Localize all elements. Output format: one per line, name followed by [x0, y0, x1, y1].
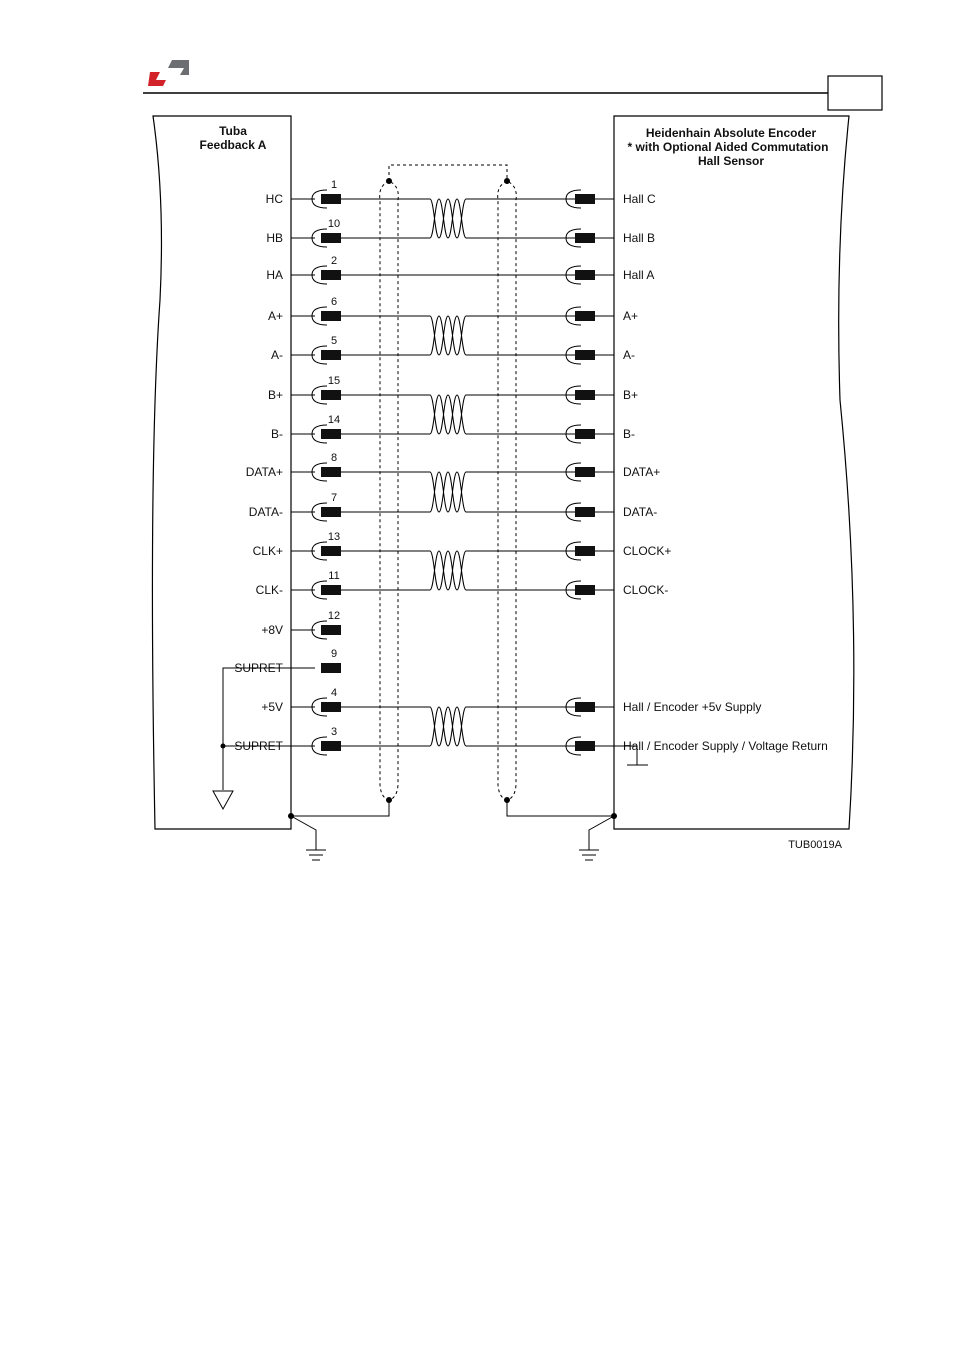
twisted-pair	[430, 395, 466, 434]
right-pin-label: Hall / Encoder +5v Supply	[623, 700, 762, 714]
pin-contact	[575, 429, 595, 439]
twist-strand	[430, 707, 466, 746]
left-pin-label: DATA-	[248, 505, 283, 519]
right-pin-label: Hall C	[623, 192, 656, 206]
twist-strand	[430, 472, 466, 512]
left-pin-row	[234, 648, 341, 675]
left-pin-row	[266, 255, 341, 284]
twisted-pair	[430, 472, 466, 512]
right-pin-label: B-	[623, 427, 635, 441]
twist-strand	[430, 551, 466, 590]
company-logo	[148, 60, 189, 86]
right-pin-label: A+	[623, 309, 639, 323]
left-pin-label: HC	[265, 192, 283, 206]
pin-number: 1	[330, 179, 338, 191]
pin-contact	[321, 546, 341, 556]
pin-contact	[575, 507, 595, 517]
twist-strand	[430, 316, 466, 355]
right-pin-row	[566, 425, 635, 443]
pin-number: 5	[330, 335, 338, 347]
left-pin-row	[261, 687, 341, 716]
right-pin-row	[566, 698, 761, 716]
pin-number: 3	[330, 726, 338, 738]
twist-strand	[430, 472, 466, 512]
right-pin-row	[566, 503, 657, 521]
right-box-title-2: * with Optional Aided Commutation	[627, 140, 829, 154]
page-number-box	[828, 76, 882, 110]
right-pin-label: Hall A	[623, 268, 655, 282]
left-pin-label: B+	[267, 388, 283, 402]
twist-strand	[430, 395, 466, 434]
pin-contact	[321, 625, 341, 635]
left-pin-row	[246, 452, 341, 481]
left-pin-label: A+	[267, 309, 283, 323]
right-box-title-1: Heidenhain Absolute Encoder	[645, 126, 817, 140]
twisted-pair	[430, 707, 466, 746]
pin-contact	[321, 350, 341, 360]
ground-symbol-left	[306, 850, 326, 860]
right-box-title-3: Hall Sensor	[697, 154, 765, 168]
pin-contact	[575, 702, 595, 712]
twisted-pair	[430, 551, 466, 590]
pin-contact	[321, 429, 341, 439]
ground-symbol-right	[579, 850, 599, 860]
pin-contact	[575, 467, 595, 477]
twist-strand	[430, 395, 466, 434]
pin-number: 7	[330, 492, 338, 504]
pin-contact	[321, 390, 341, 400]
left-pin-label: SUPRET	[234, 661, 283, 675]
left-pin-label: +8V	[261, 623, 283, 637]
right-pin-label: A-	[623, 348, 635, 362]
left-pin-label: DATA+	[245, 465, 283, 479]
drawing-code: TUB0019A	[788, 839, 842, 851]
right-pin-label: CLOCK-	[623, 583, 669, 597]
left-pin-label: CLK+	[252, 544, 283, 558]
pin-contact	[321, 702, 341, 712]
right-pin-row	[566, 229, 655, 247]
left-box-title-1: Tuba	[219, 124, 247, 138]
right-pin-label: DATA-	[623, 505, 658, 519]
left-pin-row	[271, 335, 341, 364]
right-pin-row	[566, 542, 671, 560]
left-pin-label: HA	[266, 268, 283, 282]
pin-number: 8	[330, 452, 338, 464]
twist-strand	[430, 316, 466, 355]
right-pin-label: B+	[623, 388, 639, 402]
twist-strand	[430, 551, 466, 590]
pin-contact	[321, 585, 341, 595]
left-pin-label: B-	[271, 427, 283, 441]
right-pin-row	[566, 737, 828, 755]
chassis-ground-wire-left	[291, 816, 316, 850]
left-pin-row	[234, 726, 341, 755]
pin-number: 13	[327, 531, 341, 543]
pin-contact	[321, 233, 341, 243]
pin-number: 6	[330, 296, 338, 308]
pin-contact	[575, 741, 595, 751]
left-pin-label: A-	[271, 348, 283, 362]
left-pin-row	[266, 218, 341, 247]
pin-number: 10	[327, 218, 341, 230]
pin-contact	[321, 663, 341, 673]
right-pin-row	[566, 463, 660, 481]
pin-contact	[321, 270, 341, 280]
pin-number: 14	[327, 414, 341, 426]
pin-contact	[321, 507, 341, 517]
supret-ground-wire	[223, 668, 291, 790]
left-pin-label: HB	[266, 231, 283, 245]
left-pin-row	[271, 414, 341, 443]
shield-node	[504, 178, 510, 184]
right-pin-row	[566, 581, 668, 599]
right-pin-row	[566, 266, 654, 284]
pin-contact	[575, 350, 595, 360]
left-pin-row	[249, 492, 341, 521]
right-pin-row	[566, 307, 638, 325]
right-pin-row	[566, 346, 635, 364]
cable-shield	[389, 165, 507, 181]
twisted-pair	[430, 199, 466, 238]
pin-number: 11	[328, 570, 340, 582]
pin-number: 2	[330, 255, 338, 267]
right-pin-label: Hall B	[623, 231, 656, 245]
twisted-pair	[430, 316, 466, 355]
left-pin-row	[266, 179, 341, 208]
left-pin-row	[256, 570, 341, 599]
pin-number: 9	[330, 648, 338, 660]
pin-contact	[575, 585, 595, 595]
shield-node	[386, 178, 392, 184]
pin-contact	[575, 194, 595, 204]
pin-contact	[321, 467, 341, 477]
right-pin-label: Hall / Encoder Supply / Voltage Return	[623, 739, 828, 753]
pin-contact	[575, 233, 595, 243]
shield-drain-left	[291, 800, 389, 816]
twist-strand	[430, 707, 466, 746]
supret-junction	[221, 744, 226, 749]
left-pin-row	[253, 531, 341, 560]
left-pin-label: +5V	[261, 700, 283, 714]
signal-ground-symbol	[213, 791, 233, 809]
chassis-ground-wire-right	[589, 816, 614, 850]
pin-contact	[575, 546, 595, 556]
right-pin-label: CLOCK+	[623, 544, 672, 558]
pin-number: 12	[327, 610, 341, 622]
right-pin-row	[566, 386, 638, 404]
pin-contact	[321, 311, 341, 321]
pin-contact	[575, 390, 595, 400]
left-pin-row	[268, 296, 341, 325]
twist-strand	[430, 199, 466, 238]
pin-number: 15	[327, 375, 341, 387]
right-pin-row	[566, 190, 656, 208]
pin-contact	[575, 311, 595, 321]
pin-contact	[575, 270, 595, 280]
left-pin-label: SUPRET	[234, 739, 283, 753]
left-pin-row	[268, 375, 341, 404]
left-pin-row	[261, 610, 341, 639]
pin-contact	[321, 741, 341, 751]
pin-number: 4	[330, 687, 338, 699]
twist-strand	[430, 199, 466, 238]
left-box-title-2: Feedback A	[199, 138, 267, 152]
pin-contact	[321, 194, 341, 204]
right-pin-label: DATA+	[623, 465, 661, 479]
left-pin-label: CLK-	[255, 583, 283, 597]
shield-drain-right	[507, 800, 614, 816]
